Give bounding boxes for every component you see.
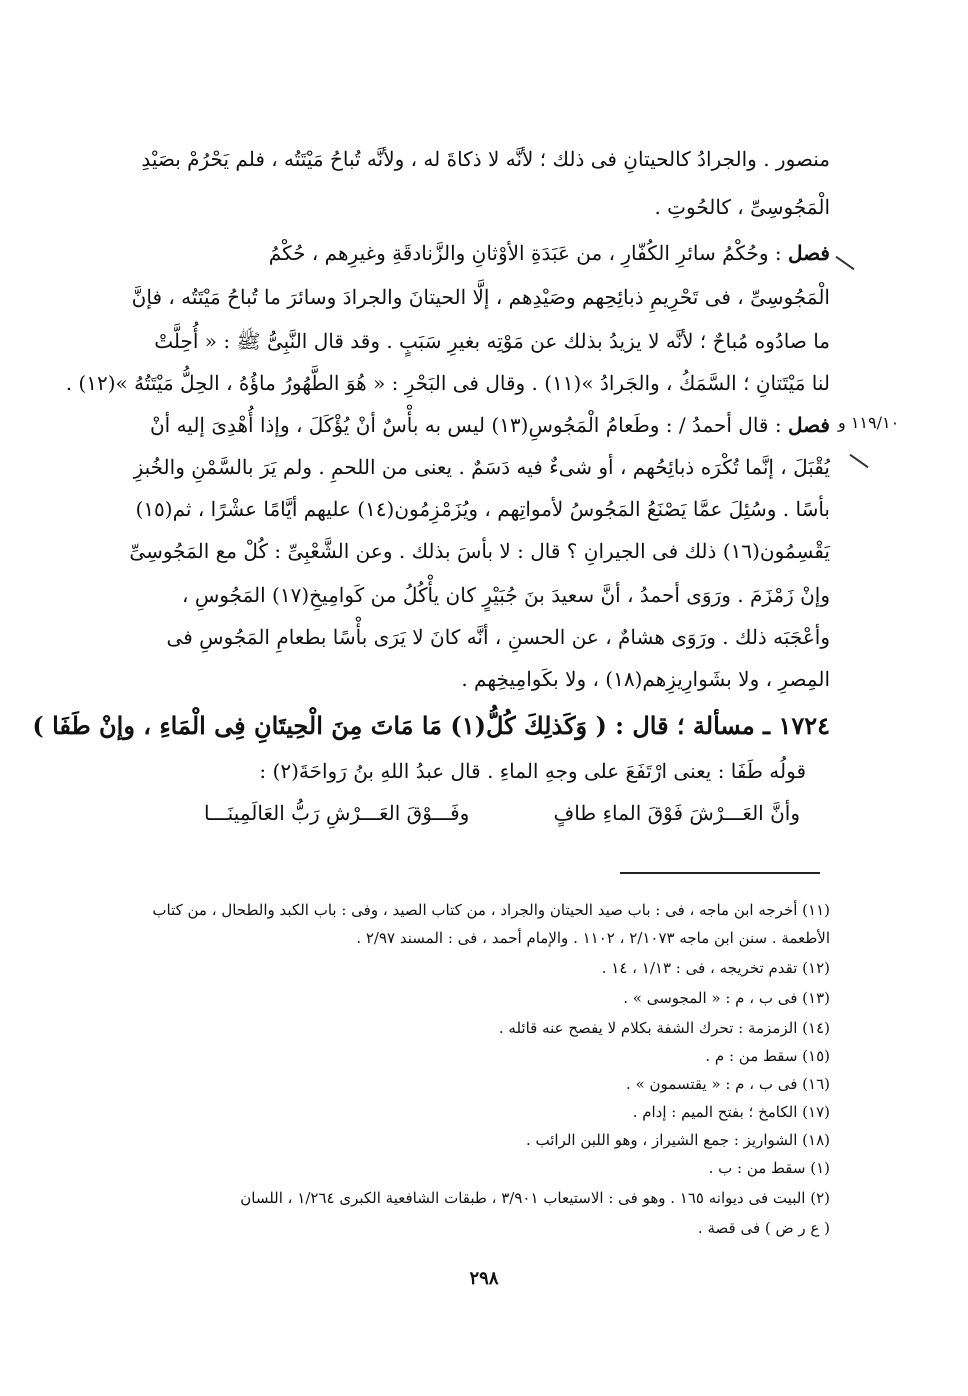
section-label: فصل	[787, 241, 830, 265]
poem-first-hemistich: وأنَّ العَـــرْشَ فَوْقَ الماءِ طافٍ	[553, 801, 800, 825]
body-line-3: فصل : وحُكْمُ سائرِ الكُفّارِ ، من عَبَدَةِ الأوْثانِ والزَّنادقَةِ وغيرِهم ، حُكْمُ	[268, 241, 830, 265]
body-line-1: منصور . والجرادُ كالحيتانِ فى ذلك ؛ لأنَّه لا ذكاةَ له ، ولأنَّه تُباحُ مَيْتَتُه ، فلم يَحْرُمْ بصَيْدِ	[141, 147, 830, 171]
body-line-5: ما صادُوه مُباحٌ ؛ لأنَّه لا يزيدُ بذلك عن مَوْتِه بغيرِ سَبَبٍ . وقد قال النَّبِىُّ ﷺ : « أُحِلَّتْ	[154, 329, 830, 353]
footnote-6: (١٥) سقط من : م .	[705, 1047, 830, 1065]
footnote-10: (١) سقط من : ب .	[708, 1159, 830, 1177]
margin-tick-mark	[849, 454, 868, 468]
footnote-9: (١٨) الشواريز : جمع الشيراز ، وهو اللبن الرائب .	[525, 1131, 830, 1149]
footnote-5: (١٤) الزمزمة : تحرك الشفة بكلام لا يفصح عنه قائله .	[498, 1019, 830, 1037]
margin-tick-mark	[835, 256, 854, 270]
poem-second-hemistich: وفَـــوْقَ العَـــرْشِ رَبُّ العَالَمِينَـــا	[204, 801, 470, 825]
body-line-8: يُقْبَلَ ، إنَّما تُكْرَه ذبائِحُهم ، أو شىءٌ فيه دَسَمٌ . يعنى من اللحمِ . ولم يَرَ بالسَّمْنِ والخُبزِ	[133, 455, 830, 479]
footnote-8: (١٧) الكامخ ؛ بفتح الميم : إدام .	[632, 1103, 830, 1121]
footnote-1: (١١) أخرجه ابن ماجه ، فى : باب صيد الحيتان والجراد ، من كتاب الصيد ، وفى : باب الكبد والطحال ، من كتاب	[152, 901, 830, 919]
footnote-3: (١٢) تقدم تخريجه ، فى : ١/١٣ ، ١٤ .	[601, 959, 830, 977]
footnote-11: (٢) البيت فى ديوانه ١٦٥ . وهو فى : الاستيعاب ٣/٩٠١ ، طبقات الشافعية الكبرى ١/٢٦٤ ، اللسان	[240, 1189, 830, 1207]
body-line-10: يَقْسِمُون(١٦) ذلك فى الجيرانِ ؟ قال : لا بأسَ بذلك . وعن الشَّعْبِىِّ : كُلْ مع المَجُوسِىِّ	[129, 539, 830, 563]
body-line-2: الْمَجُوسِىِّ ، كالحُوتِ .	[654, 195, 830, 219]
masala-line: قولُه طَفَا : يعنى ارْتَفَعَ على وجهِ الماءِ . قال عبدُ اللهِ بنُ رَواحَةَ(٢) :	[259, 759, 806, 783]
masala-section	[32, 706, 830, 836]
section-label: فصل	[787, 413, 830, 437]
footnote-7: (١٦) فى ب ، م : « يقتسمون » .	[626, 1075, 830, 1093]
footnote-4: (١٣) فى ب ، م : « المجوسى » .	[623, 989, 830, 1007]
body-line-9: بأسًا . وسُئِلَ عمَّا يَصْنَعُ المَجُوسُ لأمواتِهم ، ويُزَمْزِمُون(١٤) عليهم أيَّامًا عشْرًا ، ثم(١٥)	[135, 497, 830, 521]
body-line-13: المِصرِ ، ولا بشَوارِيزِهم(١٨) ، ولا بكَوامِيخِهم .	[461, 667, 830, 691]
margin-note: ١١٩/١٠ و	[838, 413, 900, 432]
body-line-11: وإنْ زَمْزَمَ . ورَوَى أحمدُ ، أنَّ سعيدَ بنَ جُبَيْرٍ كان يأْكُلُ من كَوامِيخِ(١٧) المَجُوسِ ،	[182, 583, 830, 607]
body-line-12: وأعْجَبَه ذلك . ورَوَى هشامٌ ، عن الحسنِ ، أنَّه كانَ لا يَرَى بأْسًا بطعامِ المَجُوسِ فى	[166, 625, 830, 649]
main-text	[65, 142, 830, 722]
body-line-4: الْمَجُوسِىِّ ، فى تَحْرِيمِ ذبائِحِهم وصَيْدِهم ، إلَّا الحيتانَ والجرادَ وسائرَ ما تُباحُ مَيْتَتُه ، فإنَّ	[131, 285, 830, 309]
masala-heading: ١٧٢٤ ـ مسألة ؛ قال : ( وَكَذلِكَ كُلُّ(١) مَا مَاتَ مِنَ الْحِيتَانِ فِى الْمَاءِ ، وإنْ طَفَا )	[32, 711, 830, 740]
footnote-divider	[620, 872, 820, 874]
body-line-6: لنا مَيْتَتانِ ؛ السَّمَكُ ، والجَرادُ »(١١) . وقال فى البَحْرِ : « هُوَ الطَّهُورُ ماؤُهُ ، الحِلُّ مَيْتَتُهُ »(١٢) .	[65, 371, 830, 395]
body-line-7: فصل : قال أحمدُ / : وطَعامُ الْمَجُوسِ(١٣) ليس به بأْسٌ أنْ يُؤْكَلَ ، وإذا أُهْدِىَ إليه أنْ	[149, 413, 830, 437]
page-number: ٢٩٨	[469, 1268, 499, 1289]
footnote-12: ( ع ر ض ) فى قصة .	[697, 1219, 830, 1237]
footnote-2: الأطعمة . سنن ابن ماجه ٢/١٠٧٣ ، ١١٠٢ . والإمام أحمد ، فى : المسند ٢/٩٧ .	[356, 929, 830, 947]
